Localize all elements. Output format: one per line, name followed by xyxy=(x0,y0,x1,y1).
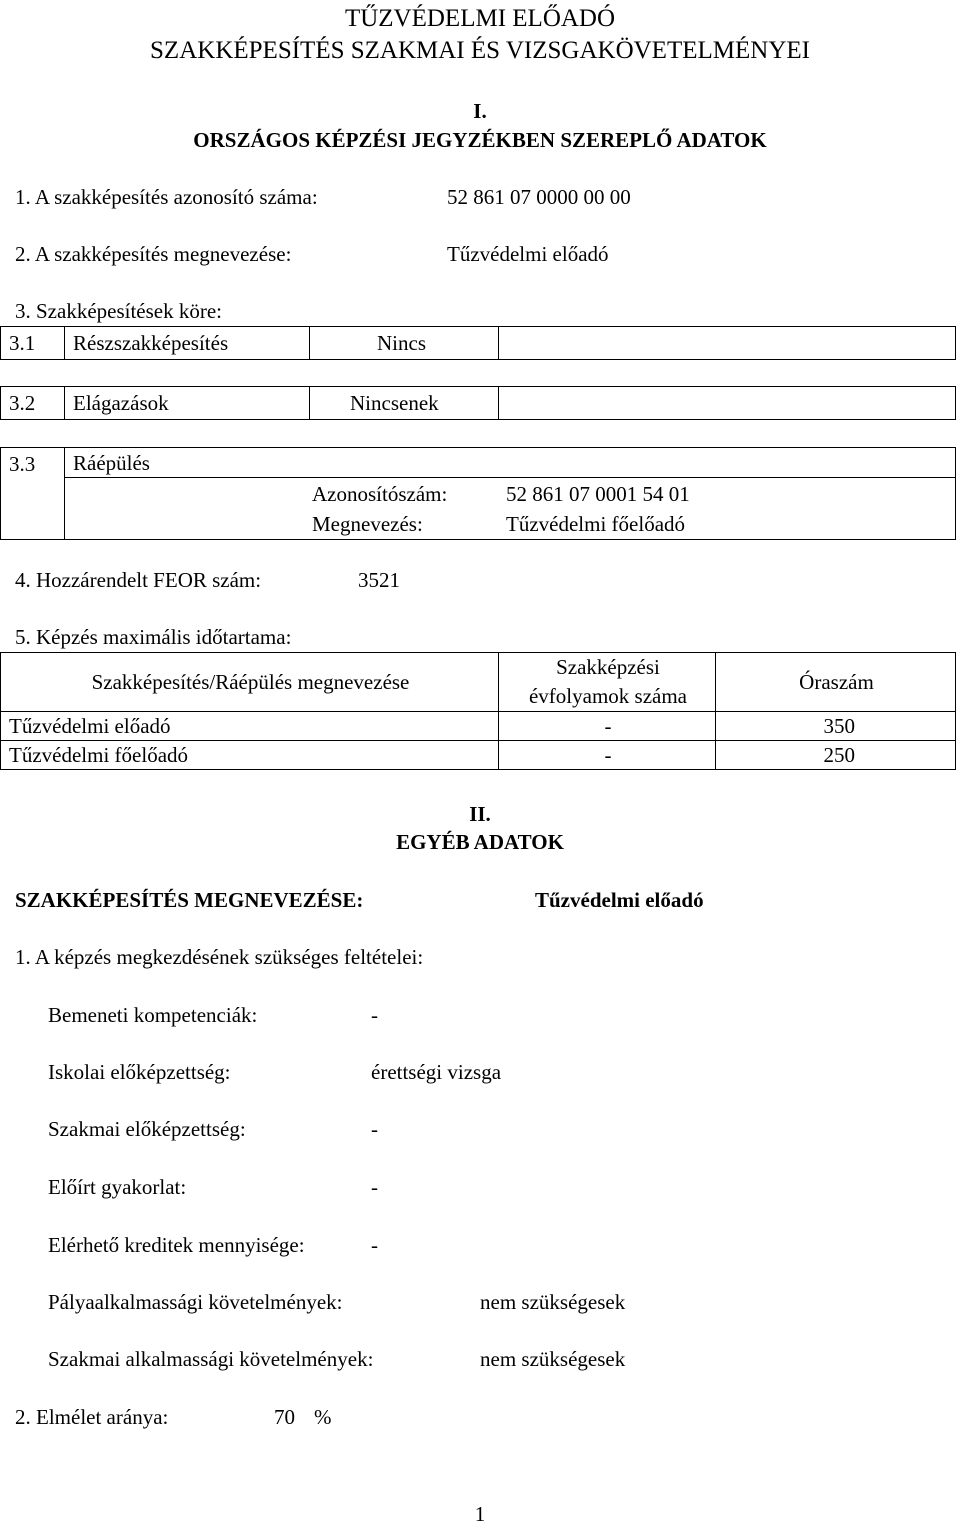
table-row-1-hours: 350 xyxy=(823,714,855,738)
row-3-1-value-cell xyxy=(309,326,499,360)
condition-value: nem szükségesek xyxy=(480,1290,626,1314)
table-row-1-years: - xyxy=(604,714,612,738)
document-title-line1: TŰZVÉDELMI ELŐADÓ xyxy=(344,5,616,32)
row-3-1-value: Nincs xyxy=(377,331,426,355)
table-header-name: Szakképesítés/Ráépülés megnevezése xyxy=(91,670,410,694)
row-3-3-id-value: 52 861 07 0001 54 01 xyxy=(506,482,690,506)
row-3-1-num: 3.1 xyxy=(9,331,36,355)
row-3-3-num-cell xyxy=(0,447,65,540)
table-header-name-cell xyxy=(0,652,499,712)
item-1-value: 52 861 07 0000 00 00 xyxy=(447,185,631,209)
row-3-3-id-label: Azonosítószám: xyxy=(312,482,448,506)
row-3-3-label: Ráépülés xyxy=(73,451,150,475)
item-4-label: 4. Hozzárendelt FEOR szám: xyxy=(15,568,262,592)
row-3-3-details-cell xyxy=(64,477,956,540)
table-row-2-hours: 250 xyxy=(823,743,855,767)
table-row-2-name: Tűzvédelmi főelőadó xyxy=(9,743,189,767)
page-number: 1 xyxy=(474,1502,486,1526)
condition-label: Elérhető kreditek mennyisége: xyxy=(48,1233,305,1257)
row-3-3-label-cell xyxy=(64,447,956,478)
row-3-1-num-cell xyxy=(0,326,65,360)
item-2-value: Tűzvédelmi előadó xyxy=(447,242,609,266)
table-row-2-hours-cell xyxy=(715,740,956,770)
theory-ratio-label: 2. Elmélet aránya: xyxy=(15,1405,169,1429)
requirements-heading: 1. A képzés megkezdésének szükséges feltételei: xyxy=(15,945,424,969)
qualification-label: SZAKKÉPESÍTÉS MEGNEVEZÉSE: xyxy=(15,888,364,912)
condition-value: - xyxy=(371,1233,378,1257)
condition-value: - xyxy=(371,1003,378,1027)
condition-label: Iskolai előképzettség: xyxy=(48,1060,231,1084)
table-row-2-years: - xyxy=(604,743,612,767)
item-2-label: 2. A szakképesítés megnevezése: xyxy=(15,242,292,266)
row-3-1-empty-cell xyxy=(498,326,956,360)
item-5-label: 5. Képzés maximális időtartama: xyxy=(15,625,292,649)
row-3-2-label: Elágazások xyxy=(73,391,169,415)
condition-label: Bemeneti kompetenciák: xyxy=(48,1003,258,1027)
row-3-2-num-cell xyxy=(0,386,65,420)
condition-label: Szakmai alkalmassági követelmények: xyxy=(48,1347,374,1371)
table-header-hours-cell xyxy=(715,652,956,712)
table-row-2-name-cell xyxy=(0,740,499,770)
row-3-2-empty-cell xyxy=(498,386,956,420)
section-1-numeral: I. xyxy=(473,99,487,123)
qualification-value: Tűzvédelmi előadó xyxy=(535,888,704,912)
item-4-value: 3521 xyxy=(358,568,400,592)
condition-value: nem szükségesek xyxy=(480,1347,626,1371)
document-title-line2: SZAKKÉPESÍTÉS SZAKMAI ÉS VIZSGAKÖVETELMÉNYEI xyxy=(150,37,810,64)
table-row-2-years-cell xyxy=(498,740,716,770)
condition-label: Pályaalkalmassági követelmények: xyxy=(48,1290,343,1314)
row-3-1-label: Részszakképesítés xyxy=(73,331,229,355)
condition-value: - xyxy=(371,1175,378,1199)
section-2-heading: EGYÉB ADATOK xyxy=(396,830,564,854)
theory-ratio-value: 70 xyxy=(274,1405,295,1429)
table-row-1-years-cell xyxy=(498,711,716,741)
table-row-1-hours-cell xyxy=(715,711,956,741)
table-row-1-name: Tűzvédelmi előadó xyxy=(9,714,171,738)
row-3-2-label-cell xyxy=(64,386,310,420)
theory-ratio-unit: % xyxy=(314,1405,332,1429)
condition-label: Előírt gyakorlat: xyxy=(48,1175,187,1199)
section-2-numeral: II. xyxy=(469,802,491,826)
row-3-2-num: 3.2 xyxy=(9,391,36,415)
table-header-hours: Óraszám xyxy=(799,670,874,694)
row-3-3-num: 3.3 xyxy=(9,452,36,476)
condition-label: Szakmai előképzettség: xyxy=(48,1117,246,1141)
row-3-2-value: Nincsenek xyxy=(350,391,439,415)
table-header-years-cell xyxy=(498,652,716,712)
table-header-years-line2: évfolyamok száma xyxy=(528,684,688,708)
table-header-years-line1: Szakképzési xyxy=(556,655,660,679)
table-row-1-name-cell xyxy=(0,711,499,741)
item-1-label: 1. A szakképesítés azonosító száma: xyxy=(15,185,318,209)
row-3-3-name-value: Tűzvédelmi főelőadó xyxy=(506,512,686,536)
condition-value: érettségi vizsga xyxy=(371,1060,502,1084)
item-3-label: 3. Szakképesítések köre: xyxy=(15,299,223,323)
row-3-3-name-label: Megnevezés: xyxy=(312,512,423,536)
row-3-1-label-cell xyxy=(64,326,310,360)
row-3-2-value-cell xyxy=(309,386,499,420)
section-1-heading: ORSZÁGOS KÉPZÉSI JEGYZÉKBEN SZEREPLŐ ADATOK xyxy=(193,128,767,152)
condition-value: - xyxy=(371,1117,378,1141)
